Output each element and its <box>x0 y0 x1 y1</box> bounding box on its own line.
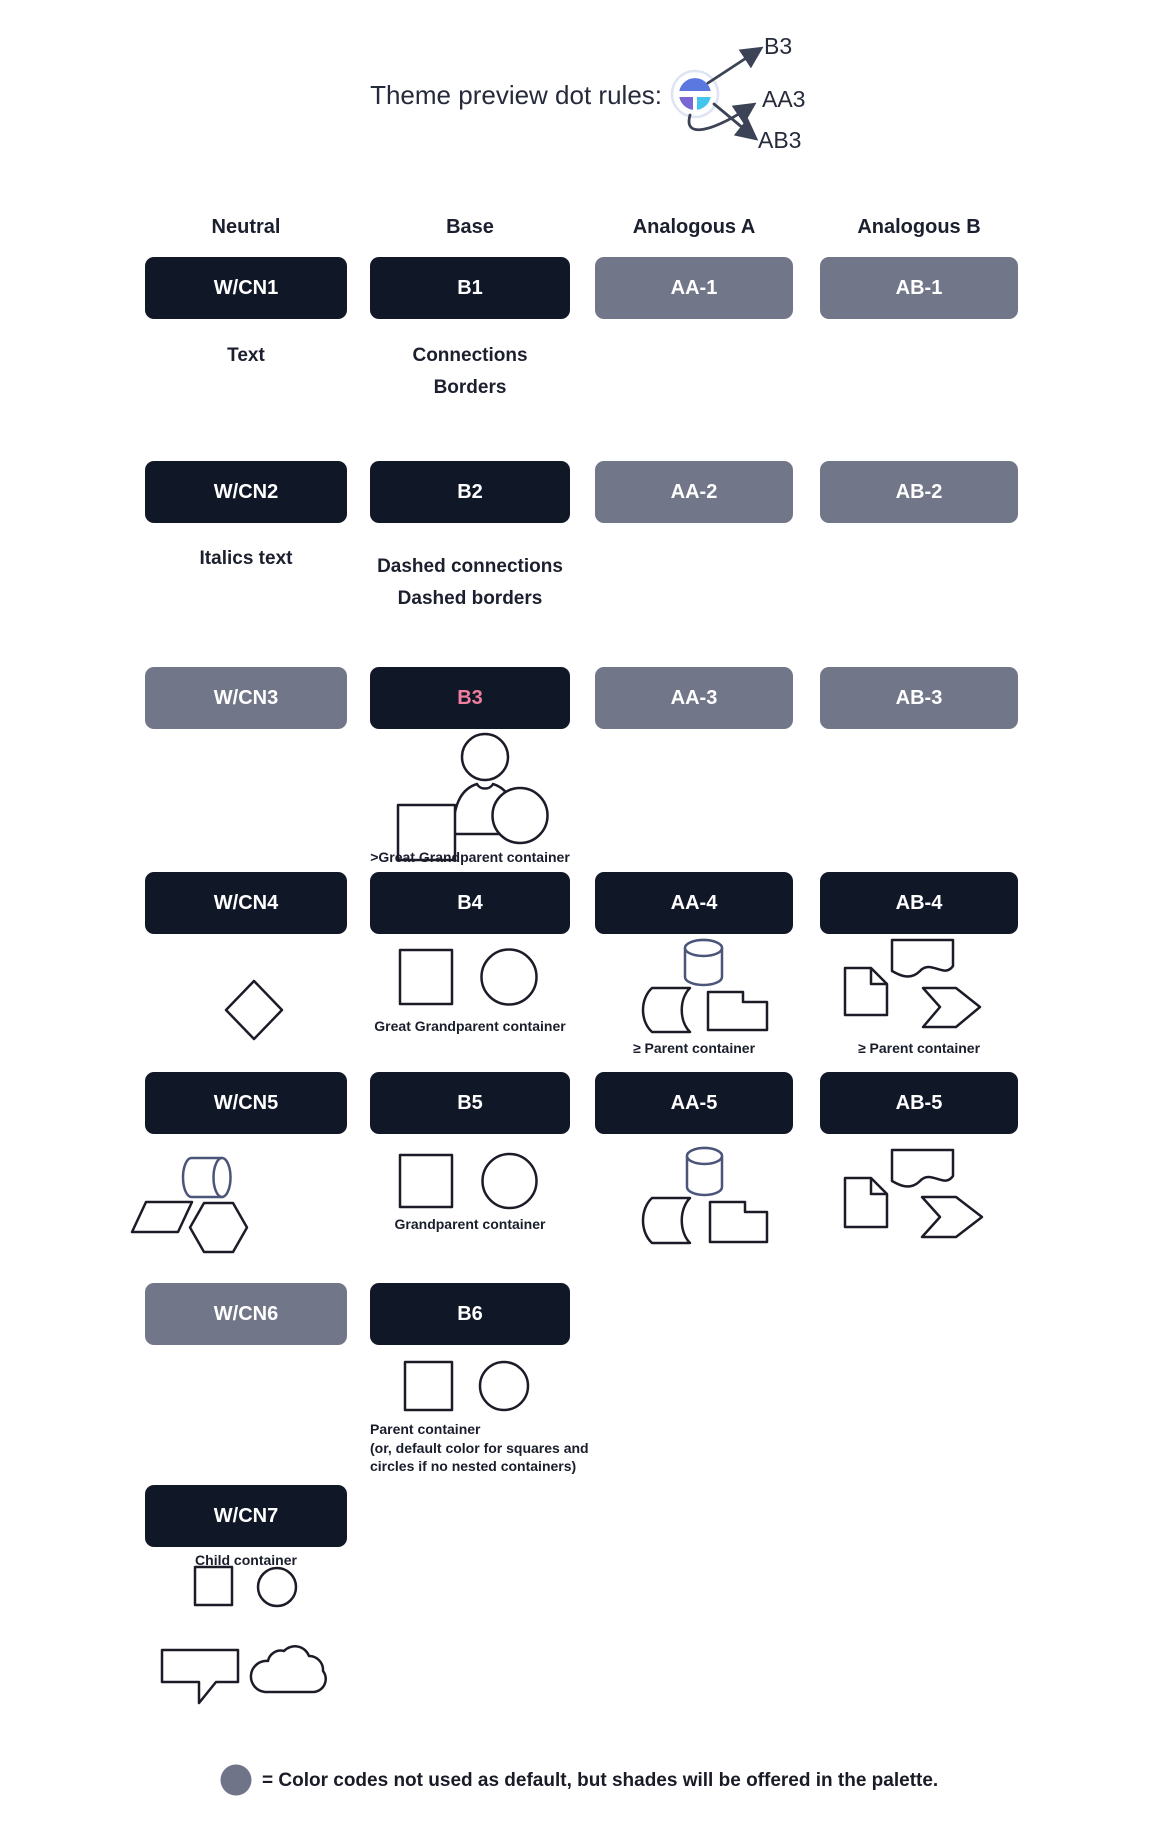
footer-note: = Color codes not used as default, but shades will be offered in the palette. <box>262 1770 939 1791</box>
theme-preview-dot-icon <box>672 71 718 117</box>
wavy-document-icon <box>892 1150 953 1186</box>
label-great-grandparent-gt: >Great Grandparent container <box>370 849 570 865</box>
note-document-icon <box>845 1178 887 1227</box>
diamond-shape <box>226 981 282 1039</box>
page-title: Theme preview dot rules: <box>370 80 662 110</box>
swatch-aa3: AA-3 <box>595 667 793 729</box>
note-document-icon <box>845 968 887 1015</box>
square-shape <box>400 1155 452 1207</box>
legend-dot <box>221 1765 252 1796</box>
annotation-dashed-borders: Dashed borders <box>397 588 543 609</box>
swatch-b5: B5 <box>370 1072 570 1134</box>
folder-icon <box>710 1202 767 1242</box>
annotation-text: Text <box>227 345 265 366</box>
annotation-borders: Borders <box>433 377 507 398</box>
swatch-b4: B4 <box>370 872 570 934</box>
column-header-analogous-b: Analogous B <box>857 216 981 238</box>
circle-shape <box>258 1568 296 1606</box>
cylinder-icon <box>687 1148 722 1195</box>
cylinder-icon <box>685 940 722 985</box>
swatch-wcn2: W/CN2 <box>145 461 347 523</box>
dot-label-ab3: AB3 <box>758 127 802 153</box>
callout-icon <box>162 1650 238 1703</box>
square-shape <box>195 1567 232 1605</box>
label-great-grandparent: Great Grandparent container <box>374 1018 566 1034</box>
arrow-to-b3 <box>708 49 760 83</box>
column-header-base: Base <box>446 216 494 238</box>
swatch-b2: B2 <box>370 461 570 523</box>
column-header-analogous-a: Analogous A <box>632 216 756 238</box>
label-child-container: Child container <box>195 1552 297 1568</box>
swatch-aa2: AA-2 <box>595 461 793 523</box>
label-grandparent: Grandparent container <box>394 1216 546 1232</box>
folder-icon <box>708 992 767 1030</box>
annotation-italics-text: Italics text <box>199 548 293 569</box>
parallelogram-icon <box>132 1202 192 1232</box>
hexagon-icon <box>190 1203 247 1252</box>
swatch-aa4: AA-4 <box>595 872 793 934</box>
label-parent-line2: (or, default color for squares and <box>370 1440 589 1456</box>
swatch-ab3: AB-3 <box>820 667 1018 729</box>
swatch-wcn5: W/CN5 <box>145 1072 347 1134</box>
label-gte-parent-ab: ≥ Parent container <box>857 1040 981 1056</box>
swatch-b3: B3 <box>370 667 570 729</box>
swatch-wcn6: W/CN6 <box>145 1283 347 1345</box>
dot-label-b3: B3 <box>764 33 793 59</box>
circle-shape <box>480 1362 528 1410</box>
swatch-ab5: AB-5 <box>820 1072 1018 1134</box>
annotation-connections: Connections <box>412 345 528 366</box>
swatch-ab1: AB-1 <box>820 257 1018 319</box>
cylinder-icon <box>183 1158 231 1197</box>
cloud-icon <box>251 1646 326 1692</box>
circle-shape <box>483 1154 537 1208</box>
circle-shape <box>482 950 537 1005</box>
annotation-dashed-connections: Dashed connections <box>377 556 563 577</box>
stored-data-icon <box>643 1198 690 1243</box>
square-shape <box>405 1362 452 1410</box>
label-parent-line1: Parent container <box>370 1421 481 1437</box>
swatch-b1: B1 <box>370 257 570 319</box>
swatch-ab2: AB-2 <box>820 461 1018 523</box>
swatch-ab4: AB-4 <box>820 872 1018 934</box>
column-header-neutral: Neutral <box>211 216 281 238</box>
swatch-aa1: AA-1 <box>595 257 793 319</box>
swatch-wcn1: W/CN1 <box>145 257 347 319</box>
dot-label-aa3: AA3 <box>762 86 806 112</box>
label-parent-line3: circles if no nested containers) <box>370 1458 577 1474</box>
swatch-wcn4: W/CN4 <box>145 872 347 934</box>
square-shape <box>400 950 452 1004</box>
swatch-aa5: AA-5 <box>595 1072 793 1134</box>
dot-rule-arrows <box>689 49 760 138</box>
swatch-b6: B6 <box>370 1283 570 1345</box>
wavy-document-icon <box>892 940 953 976</box>
circle-shape <box>493 788 548 843</box>
stored-data-icon <box>643 988 690 1032</box>
chevron-banner-icon <box>923 988 980 1027</box>
swatch-wcn3: W/CN3 <box>145 667 347 729</box>
label-gte-parent-aa: ≥ Parent container <box>632 1040 756 1056</box>
chevron-banner-icon <box>922 1197 982 1237</box>
swatch-wcn7: W/CN7 <box>145 1485 347 1547</box>
